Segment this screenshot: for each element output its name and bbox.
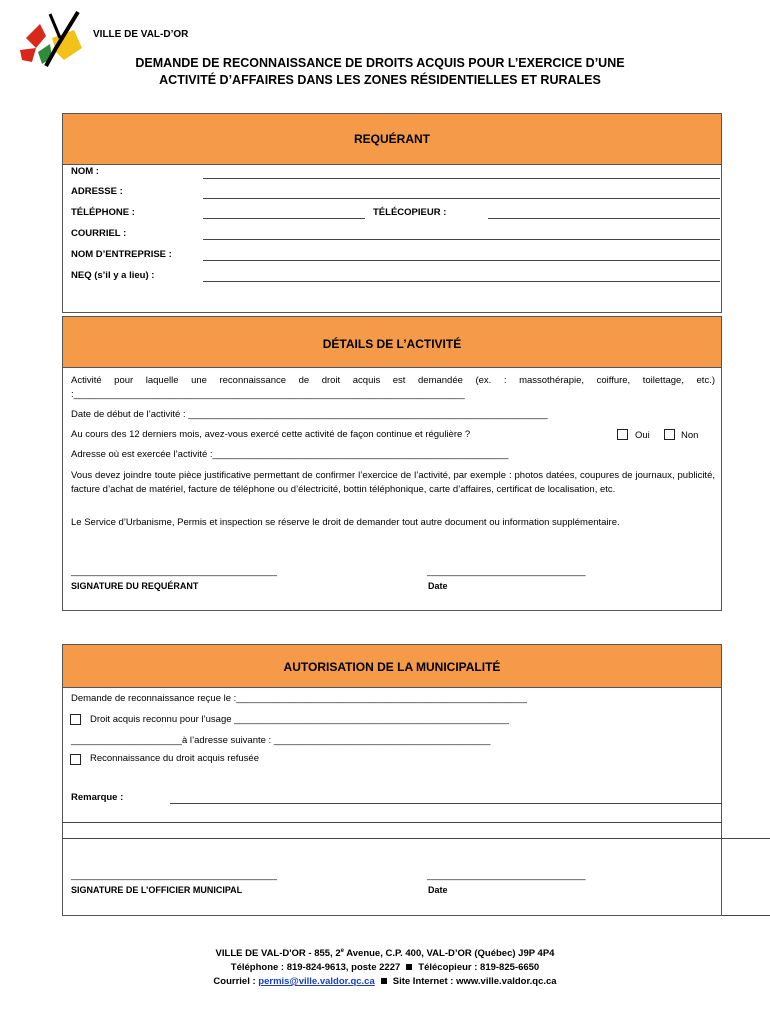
requerant-signature-field[interactable]: _______________________________________ xyxy=(71,566,278,577)
requerant-heading: REQUÉRANT xyxy=(63,114,721,165)
refusee-label: Reconnaissance du droit acquis refusée xyxy=(90,753,259,764)
pieces-justificatives-text: Vous devez joindre toute pièce justificative permettant de confirmer l’exercice de l’activité, par exemple : photos datées, coupures de journaux, publicité, facture d’achat de matériel, facture de téléphone ou d’électricité, bottin téléphonique, carte d’affaires, certificat de localisation, etc. xyxy=(71,470,715,495)
footer-contact xyxy=(60,976,710,987)
telecopieur-field[interactable] xyxy=(488,218,720,219)
remarque-field[interactable] xyxy=(170,803,722,804)
nom-field[interactable] xyxy=(203,178,720,179)
footer-tel: Téléphone : 819-824-9613, poste 2227 xyxy=(230,962,401,973)
form-title xyxy=(80,55,680,89)
adresse-field[interactable] xyxy=(203,198,720,199)
officier-date-field[interactable]: ______________________________ xyxy=(427,870,586,881)
telephone-label: TÉLÉPHONE : xyxy=(71,207,135,218)
officier-date-label: Date xyxy=(428,885,448,895)
droit-demander-text: Le Service d’Urbanisme, Permis et inspection se réserve le droit de demander tout autre document ou information supplémentaire. xyxy=(71,517,620,528)
ville-val-dor-logo xyxy=(16,8,86,70)
remarque-line-2[interactable] xyxy=(62,822,722,823)
bullet-square-icon xyxy=(381,978,387,984)
section-end-line xyxy=(722,915,770,916)
courriel-label: COURRIEL : xyxy=(71,228,127,239)
nom-label: NOM : xyxy=(71,166,99,177)
footer-fax: Télécopieur : 819-825-6650 xyxy=(418,962,540,973)
non-checkbox[interactable] xyxy=(664,429,675,440)
reception-date-field[interactable]: Demande de reconnaissance reçue le :_______________________________________________________ xyxy=(71,693,527,704)
footer-address-a: VILLE DE VAL-D'OR - 855, 2 xyxy=(215,948,341,960)
form-title-line1: DEMANDE DE RECONNAISSANCE DE DROITS ACQUIS POUR L’EXERCICE D’UNE xyxy=(135,56,625,70)
footer-phone xyxy=(60,962,710,973)
droit-reconnu-checkbox[interactable] xyxy=(70,714,81,725)
telephone-field[interactable] xyxy=(203,218,365,219)
telecopieur-label: TÉLÉCOPIEUR : xyxy=(373,207,447,218)
continuite-question: Au cours des 12 derniers mois, avez-vous exercé cette activité de façon continue et régulière ? xyxy=(71,429,471,440)
footer-courriel-label: Courriel : xyxy=(213,976,256,987)
autorisation-heading: AUTORISATION DE LA MUNICIPALITÉ xyxy=(63,645,721,688)
footer-site[interactable]: Site Internet : www.ville.valdor.qc.ca xyxy=(392,976,557,987)
form-title-line2: ACTIVITÉ D’AFFAIRES DANS LES ZONES RÉSIDENTIELLES ET RURALES xyxy=(159,73,601,87)
requerant-signature-label: SIGNATURE DU REQUÉRANT xyxy=(71,581,199,591)
date-debut-field[interactable]: Date de début de l’activité : ____________________________________________________________________ xyxy=(71,409,548,420)
remarque-line-3[interactable] xyxy=(62,838,770,839)
footer-address-sup: e xyxy=(340,948,344,954)
details-heading: DÉTAILS DE L’ACTIVITÉ xyxy=(63,317,721,368)
requerant-date-field[interactable]: ______________________________ xyxy=(427,566,586,577)
adresse-activite-field[interactable]: Adresse où est exercée l’activité :________________________________________________________ xyxy=(71,449,509,460)
entreprise-field[interactable] xyxy=(203,260,720,261)
neq-field[interactable] xyxy=(203,281,720,282)
footer-address xyxy=(60,948,710,959)
courriel-field[interactable] xyxy=(203,239,720,240)
city-name: VILLE DE VAL-D’OR xyxy=(93,29,189,40)
remarque-label: Remarque : xyxy=(71,792,124,803)
non-label: Non xyxy=(681,430,699,441)
footer-address-b: Avenue, C.P. 400, VAL-D’OR (Québec) J9P 4P4 xyxy=(343,948,555,960)
activite-field[interactable]: Activité pour laquelle une reconnaissance de droit acquis est demandée (ex. : massothérapie, coiffure, toilettage, etc.) :__________________________________________________________________________ xyxy=(71,375,715,400)
usage-field[interactable]: Droit acquis reconnu pour l’usage ____________________________________________________ xyxy=(90,714,509,725)
oui-checkbox[interactable] xyxy=(617,429,628,440)
bullet-square-icon xyxy=(406,964,412,970)
requerant-date-label: Date xyxy=(428,581,448,591)
entreprise-label: NOM D’ENTREPRISE : xyxy=(71,249,172,260)
neq-label: NEQ (s’il y a lieu) : xyxy=(71,270,155,281)
oui-label: Oui xyxy=(635,430,650,441)
refusee-checkbox[interactable] xyxy=(70,754,81,765)
officier-signature-field[interactable]: _______________________________________ xyxy=(71,870,278,881)
adresse-suivante-field[interactable]: _____________________à l’adresse suivante : _________________________________________ xyxy=(71,735,491,746)
email-link[interactable]: permis@ville.valdor.qc.ca xyxy=(258,976,375,987)
officier-signature-label: SIGNATURE DE L’OFFICIER MUNICIPAL xyxy=(71,885,243,895)
adresse-label: ADRESSE : xyxy=(71,186,123,197)
